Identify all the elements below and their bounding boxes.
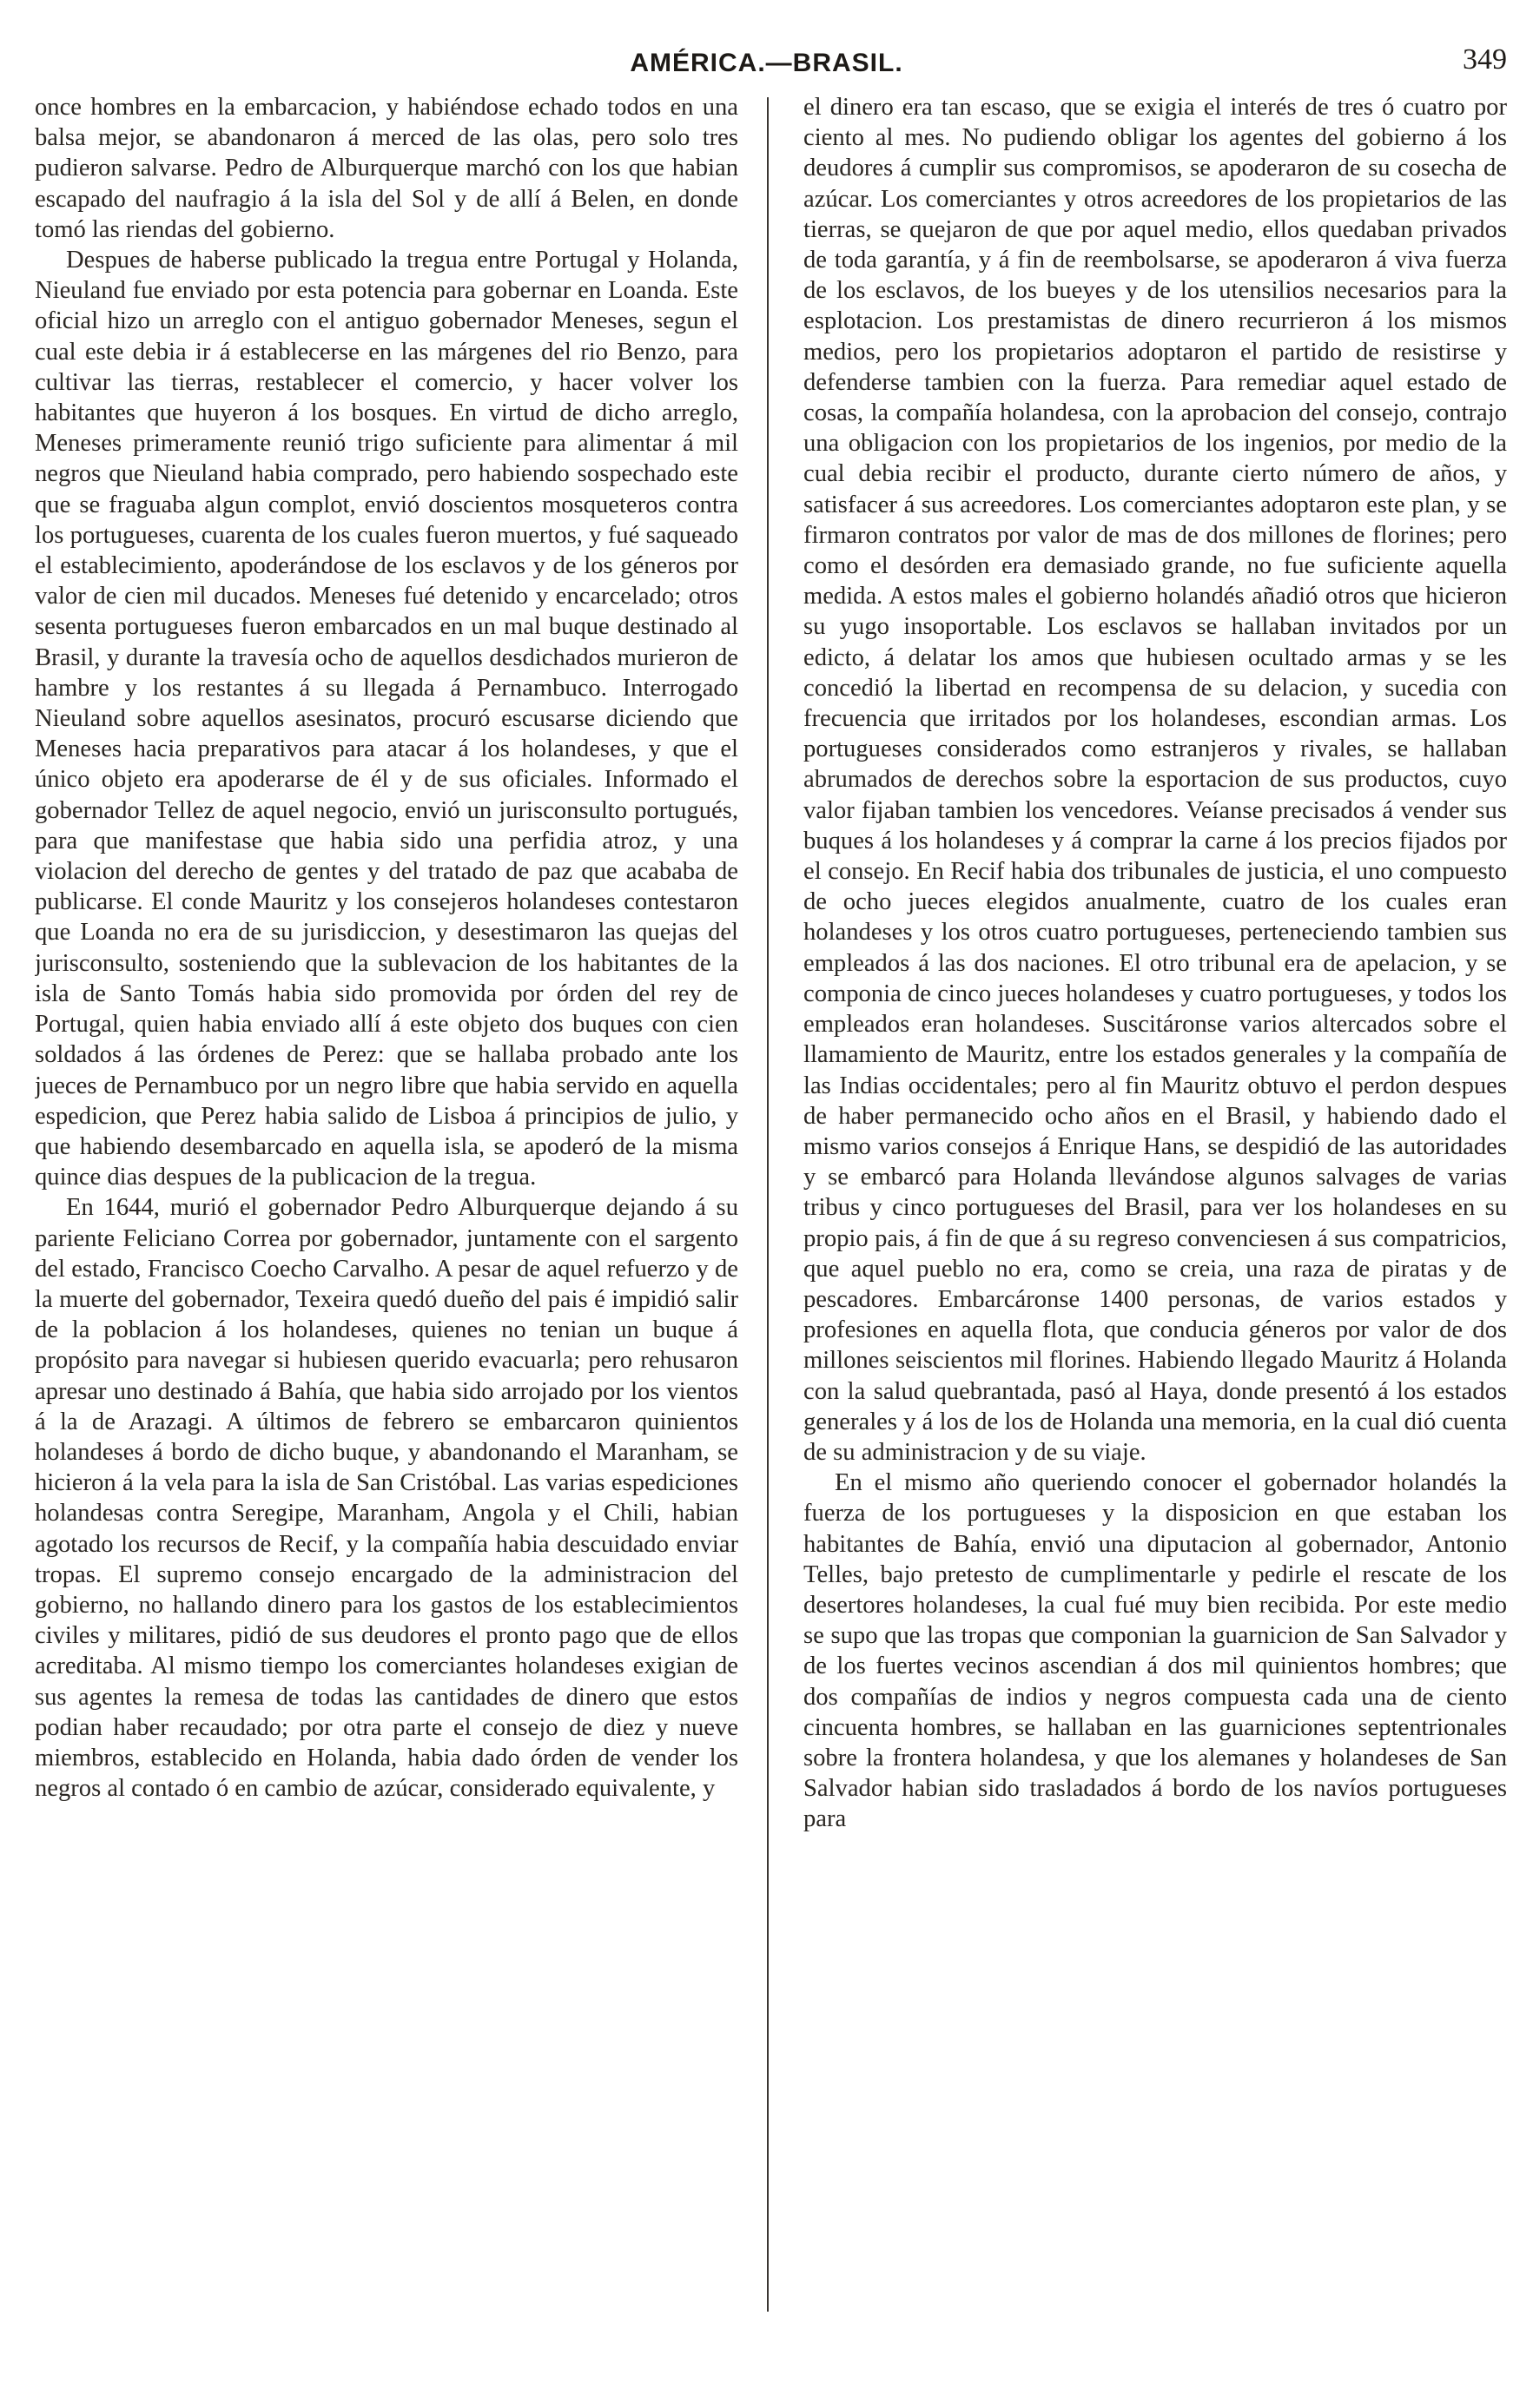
running-title: AMÉRICA.—BRASIL. <box>630 49 903 77</box>
paragraph: Despues de haberse publicado la tregua entre Portugal y Holanda, Nieuland fue enviado por esta potencia para gobernar en Loanda. Este oficial hizo un arreglo con el antiguo gobernador Meneses, segun el cual este debia ir á establecerse en las márgenes del rio Benzo, para cultivar las tierras, restablecer el comercio, y hacer volver los habitantes que huyeron á los bosques. En virtud de dicho arreglo, Meneses primeramente reunió trigo suficiente para alimentar á mil negros que Nieuland habia comprado, pero habiendo sospechado este que se fraguaba algun complot, envió doscientos mosqueteros contra los portugueses, cuarenta de los cuales fueron muertos, y fué saqueado el establecimiento, apoderándose de los esclavos y de los géneros por valor de cien mil ducados. Meneses fué detenido y encarcelado; otros sesenta portugueses fueron embarcados en un mal buque destinado al Brasil, y durante la travesía ocho de aquellos desdichados murieron de hambre y los restantes á su llegada á Pernambuco. Interrogado Nieuland sobre aquellos asesinatos, procuró escusarse diciendo que Meneses hacia preparativos para atacar á los holandeses, y que el único objeto era apoderarse de él y de sus oficiales. Informado el gobernador Tellez de aquel negocio, envió un jurisconsulto portugués, para que manifestase que habia sido una perfidia atroz, y una violacion del derecho de gentes y del tratado de paz que acababa de publicarse. El conde Mauritz y los consejeros holandeses contestaron que Loanda no era de su jurisdiccion, y desestimaron las quejas del jurisconsulto, sosteniendo que la sublevacion de los habitantes de la isla de Santo Tomás habia sido promovida por órden del rey de Portugal, quien habia enviado allí á este objeto dos buques con cien soldados á las órdenes de Perez: que se hallaba probado ante los jueces de Pernambuco por un negro libre que habia servido en aquella espedicion, que Perez habia salido de Lisboa á principios de julio, y que habiendo desembarcado en aquella isla, se apoderó de la misma quince dias despues de la publicacion de la tregua. <box>35 247 738 1191</box>
paragraph: el dinero era tan escaso, que se exigia el interés de tres ó cuatro por ciento al mes. No pudiendo obligar los agentes del gobierno á los deudores á cumplir sus compromisos, se apoderaron de su cosecha de azúcar. Los comerciantes y otros acreedores de los propietarios de las tierras, se quejaron de que por aquel medio, ellos quedaban privados de toda garantía, y á fin de reembolsarse, se apoderaron á viva fuerza de los esclavos, de los bueyes y de los utensilios necesarios para la esplotacion. Los prestamistas de dinero recurrieron á los mismos medios, pero los propietarios adoptaron el partido de resistirse y defenderse tambien con la fuerza. Para remediar aquel estado de cosas, la compañía holandesa, con la aprobacion del consejo, contrajo una obligacion con los propietarios de los ingenios, por medio de la cual debia recibir el producto, durante cierto número de años, y satisfacer á sus acreedores. Los comerciantes adoptaron este plan, y se firmaron contratos por valor de mas de dos millones de florines; pero como el desórden era demasiado grande, no fue suficiente aquella medida. A estos males el gobierno holandés añadió otros que hicieron su yugo insoportable. Los esclavos se hallaban invitados por un edicto, á delatar los amos que hubiesen ocultado armas y se les concedió la libertad en recompensa de su delacion, y sucedia con frecuencia que irritados por los holandeses, escondian armas. Los portugueses considerados como estranjeros y rivales, se hallaban abrumados de derechos sobre la esportacion de sus productos, cuyo valor fijaban tambien los vencedores. Veíanse precisados á vender sus buques á los holandeses y á comprar la carne á los precios fijados por el consejo. En Recif habia dos tribunales de justicia, el uno compuesto de ocho jueces elegidos anualmente, cuatro de los cuales eran holandeses y los otros cuatro portugueses, perteneciendo tambien sus empleados á las dos naciones. El otro tribunal era de apelacion, y se componia de cinco jueces holandeses y cuatro portugueses, y todos los empleados eran holandeses. Suscitáronse varios altercados sobre el llamamiento de Mauritz, entre los estados generales y la compañía de las Indias occidentales; pero al fin Mauritz obtuvo el perdon despues de haber permanecido ocho años en el Brasil, y habiendo dado el mismo varios consejos á Enrique Hans, se despidió de las autoridades y se embarcó para Holanda llevándose algunos salvages de varias tribus y cinco portugueses del Brasil, para ver los holandeses en su propio pais, á fin de que á su regreso convenciesen á sus compatricios, que aquel pueblo no era, como se creia, una raza de piratas y de pescadores. Embarcáronse 1400 personas, de varios estados y profesiones en aquella flota, que conducia géneros por valor de dos millones seiscientos mil florines. Habiendo llegado Mauritz á Holanda con la salud quebrantada, pasó al Haya, donde presentó á los estados generales y á los de los de Holanda una memoria, en la cual dió cuenta de su administracion y de su viaje. <box>803 94 1507 1466</box>
paragraph: once hombres en la embarcacion, y habiéndose echado todos en una balsa mejor, se abandonaron á merced de las olas, pero solo tres pudieron salvarse. Pedro de Alburquerque marchó con los que habian escapado del naufragio á la isla del Sol y de allí á Belen, en donde tomó las riendas del gobierno. <box>35 94 738 243</box>
running-header <box>0 43 1533 96</box>
right-column <box>803 92 1507 2332</box>
page-number: 349 <box>1463 43 1507 76</box>
column-divider <box>767 97 769 2312</box>
paragraph: En 1644, murió el gobernador Pedro Alburquerque dejando á su pariente Feliciano Correa por gobernador, juntamente con el sargento del estado, Francisco Coecho Carvalho. A pesar de aquel refuerzo y de la muerte del gobernador, Texeira quedó dueño del pais é impidió salir de la poblacion á los holandeses, quienes no tenian un buque á propósito para navegar si hubiesen querido evacuarla; pero rehusaron apresar uno destinado á Bahía, que habia sido arrojado por los vientos á la de Arazagi. A últimos de febrero se embarcaron quinientos holandeses á bordo de dicho buque, y abandonando el Maranham, se hicieron á la vela para la isla de San Cristóbal. Las varias espediciones holandesas contra Seregipe, Maranham, Angola y el Chili, habian agotado los recursos de Recif, y la compañía habia descuidado enviar tropas. El supremo consejo encargado de la administracion del gobierno, no hallando dinero para los gastos de los establecimientos civiles y militares, pidió de sus deudores el pronto pago que de ellos acreditaba. Al mismo tiempo los comerciantes holandeses exigian de sus agentes la remesa de todas las cantidades de dinero que estos podian haber recaudado; por otra parte el consejo de diez y nueve miembros, establecido en Holanda, habia dado órden de vender los negros al contado ó en cambio de azúcar, considerado equivalente, y <box>35 1194 738 1803</box>
left-column <box>35 92 738 2332</box>
paragraph: En el mismo año queriendo conocer el gobernador holandés la fuerza de los portugueses y la disposicion en que estaban los habitantes de Bahía, envió una diputacion al gobernador, Antonio Telles, bajo pretesto de cumplimentarle y pedirle el rescate de los desertores holandeses, la cual fué muy bien recibida. Por este medio se supo que las tropas que componian la guarnicion de San Salvador y de los fuertes vecinos ascendian á dos mil quinientos hombres; que dos compañías de indios y negros compuesta cada una de ciento cincuenta hombres, se hallaban en las guarniciones septentrionales sobre la frontera holandesa, y que los alemanes y holandeses de San Salvador habian sido trasladados á bordo de los navíos portugueses para <box>803 1469 1507 1833</box>
